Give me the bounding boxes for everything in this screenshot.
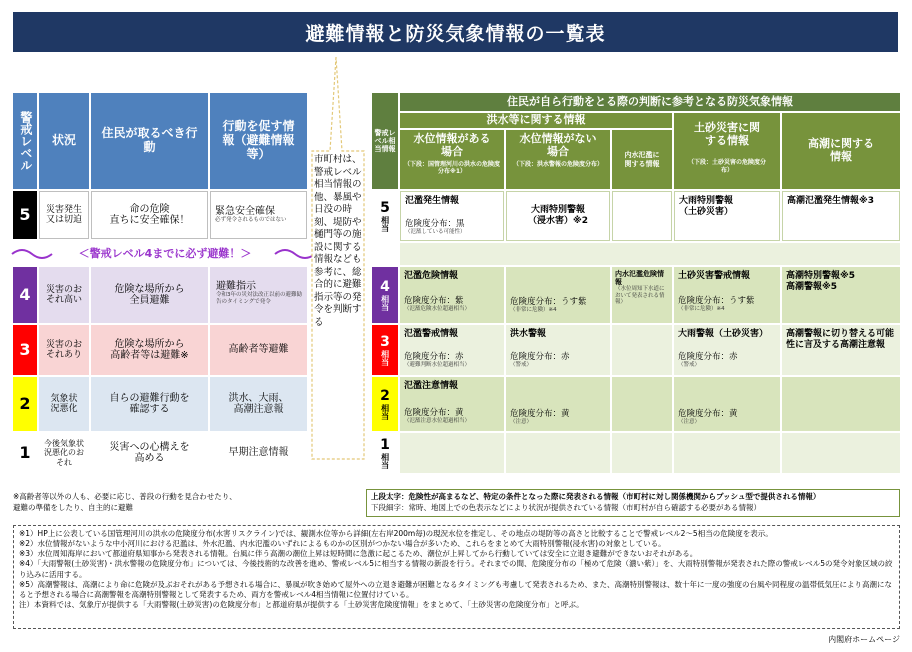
status-1: 今後気象状況悪化のおそれ [39, 433, 89, 473]
equiv-1-number: 1 [380, 436, 390, 453]
r4-water-no [506, 267, 610, 323]
header-water-yes-cell [400, 130, 504, 189]
status-3: 災害のおそれあり [39, 325, 89, 375]
level-1-badge: 1 [13, 433, 37, 473]
header-info: 行動を促す情報（避難情報等） [210, 93, 307, 189]
r5-tide [782, 191, 900, 241]
r3-water-yes [400, 325, 504, 375]
equiv-3-number: 3 [380, 333, 390, 350]
header-water-no-cell [506, 130, 610, 189]
r2-water-yes [400, 377, 504, 431]
r1-water-yes [400, 433, 504, 473]
page-title: 避難情報と防災気象情報の一覧表 [13, 12, 898, 52]
info-5-sub: 必ず発令されるものではない [215, 217, 287, 223]
note-6: 注）本資料では、気象庁が提供する「大雨警報(土砂災害)の危険度分布」と都道府県が提供する「土砂災害危険度情報」をまとめて、「土砂災害の危険度分布」と呼ぶ。 [19, 599, 584, 609]
header-status: 状況 [39, 93, 89, 189]
equiv-4-number: 4 [380, 278, 390, 295]
level-4-badge: 4 [13, 267, 37, 323]
header-inland: 内水氾濫に関する情報 [612, 130, 672, 189]
header-sediment: 土砂災害に関する情報 [694, 121, 760, 148]
header-equiv-level: 警戒レベル相当情報 [372, 93, 398, 189]
header-water-no-sub: （下段：洪水警報の危険度分布） [512, 161, 603, 169]
r2-water-no-dist: 危険度分布：黄 [510, 409, 570, 419]
r3-water-yes-alert: 氾濫警戒情報 [404, 329, 459, 339]
r2-water-yes-alert: 氾濫注意情報 [404, 381, 459, 391]
note-3: ※3）水位周知海岸において都道府県知事から発表される情報。台風に伴う高潮の潮位上昇は短時間に急激に起こるため、潮位が上昇してから行動していては安全に立退き避難ができないおそれがある。 [19, 549, 698, 559]
equiv-3-badge [372, 325, 398, 375]
r1-water-no [506, 433, 610, 473]
info-3: 高齢者等避難 [210, 325, 307, 375]
equiv-2-suffix: 相当 [380, 404, 390, 421]
level-2-badge: 2 [13, 377, 37, 431]
r1-tide [782, 433, 900, 473]
r4-water-yes-alert: 氾濫危険情報 [404, 271, 459, 281]
r4-water-no-dist: 危険度分布：うす紫 [510, 297, 587, 307]
r3-tide-alert: 高潮警報に切り替える可能性に言及する高潮注意報 [786, 329, 895, 350]
r4-inland-alert: 内水氾濫危険情報 [615, 270, 664, 287]
r2-tide [782, 377, 900, 431]
r2-inland [612, 377, 672, 431]
r4-sediment-sub: （非常に危険）※4 [678, 305, 725, 312]
r3-tide [782, 325, 900, 375]
r3-water-yes-dist: 危険度分布：赤 [404, 351, 464, 362]
header-sediment-sub: （下段：土砂災害の危険度分布） [687, 159, 766, 174]
r4-inland [612, 267, 672, 323]
r4-sediment-dist: 危険度分布：うす紫 [678, 295, 755, 306]
action-1: 災害への心構えを 高める [91, 433, 208, 473]
r3-sediment-dist: 危険度分布：赤 [678, 351, 738, 362]
header-main: 住民が自ら行動をとる際の判断に参考となる防災気象情報 [400, 93, 900, 111]
action-5: 命の危険 直ちに安全確保！ [91, 191, 208, 239]
r4-tide-alert: 高潮特別警報※5 高潮警報※5 [786, 271, 856, 292]
note-2: ※2）水位情報がないような中小河川における氾濫は、外水氾濫、内水氾濫のいずれによるものかの区別がつかない場合が多いため、これらをまとめて大雨特別警報(浸水害)の対象としている。 [19, 539, 666, 549]
legend-thin: 下段細字：常時、地図上での色表示などにより状況が提供されている情報（市町村が自ら確認する必要がある情報） [371, 502, 761, 512]
r5-inland [612, 191, 672, 241]
r2-sediment-sub: （注意） [678, 419, 701, 425]
legend-box [366, 489, 900, 517]
header-tide: 高潮に関する情報 [782, 113, 900, 189]
equiv-4-suffix: 相当 [380, 295, 390, 312]
r4-water-yes [400, 267, 504, 323]
header-action: 住民が取るべき行動 [91, 93, 208, 189]
header-sediment-cell [674, 113, 780, 189]
r1-inland [612, 433, 672, 473]
r4-water-no-sub: （非常に危険）※4 [510, 307, 557, 313]
action-2: 自らの避難行動を 確認する [91, 377, 208, 431]
r3-sediment-sub: （警戒） [678, 361, 701, 368]
info-5: 緊急安全確保 [215, 206, 275, 217]
r3-inland [612, 325, 672, 375]
r5-water-yes [400, 191, 504, 241]
header-flood: 洪水等に関する情報 [400, 113, 672, 128]
info-5-cell [210, 191, 307, 239]
r2-water-yes-dist: 危険度分布：黄 [404, 407, 464, 418]
equiv-2-number: 2 [380, 387, 390, 404]
r5-water-no-alert: 大雨特別警報 （浸水害）※2 [527, 205, 588, 226]
r2-sediment-dist: 危険度分布：黄 [678, 409, 738, 419]
info-4: 避難指示 [216, 281, 256, 292]
equiv-3-suffix: 相当 [380, 350, 390, 367]
r4-water-yes-dist: 危険度分布：紫 [404, 295, 464, 306]
r4-sediment [674, 267, 780, 323]
equiv-2-badge [372, 377, 398, 431]
r2-water-no-sub: （注意） [510, 419, 533, 425]
r3-water-yes-sub: （避難判断水位超過相当） [404, 361, 471, 368]
r2-water-yes-sub: （氾濫注意水位超過相当） [404, 417, 471, 424]
r3-water-no [506, 325, 610, 375]
status-4: 災害のおそれ高い [39, 267, 89, 323]
r3-water-no-sub: （警戒） [510, 361, 533, 368]
equiv-5-suffix: 相当 [380, 216, 390, 233]
source-label: 内閣府ホームページ [828, 635, 900, 644]
r4-tide [782, 267, 900, 323]
level-3-badge: 3 [13, 325, 37, 375]
info-4-sub: 令和3年の災対法改正以前の避難勧告のタイミングで発令 [216, 292, 303, 305]
r3-water-no-dist: 危険度分布：赤 [510, 351, 570, 362]
r4-water-yes-sub: （氾濫危険水位超過相当） [404, 305, 471, 312]
r4-sediment-alert: 土砂災害警戒情報 [678, 271, 751, 281]
r4-inland-sub: （水位周知下水道において発表される情報） [615, 286, 665, 306]
r1-sediment [674, 433, 780, 473]
middle-note: 市町村は、警戒レベル相当情報の他、暴風や日没の時刻、堤防や樋門等の施設に関する情報なども参考に、総合的に避難指示等の発令を判断する [314, 154, 362, 328]
r5-water-no [506, 191, 610, 241]
r2-sediment [674, 377, 780, 431]
r3-water-no-alert: 洪水警報 [510, 329, 547, 339]
status-5: 災害発生又は切迫 [39, 191, 89, 239]
info-4-cell [210, 267, 307, 323]
r5-sediment [674, 191, 780, 241]
header-water-no: 水位情報がない場合 [519, 132, 597, 158]
equiv-4-badge [372, 267, 398, 323]
gap-row [400, 243, 900, 265]
banner-evacuate: ＜警戒レベル4までに必ず避難！＞ [78, 246, 252, 260]
r3-sediment-alert: 大雨警報（土砂災害） [678, 329, 769, 339]
equiv-1-suffix: 相当 [380, 453, 390, 470]
notes-box [13, 525, 900, 629]
note-1: ※1）HP上に公表している国管理河川の洪水の危険度分布(水害リスクライン)では、観測水位等から詳細(左右岸200m毎)の現況水位を推定し、その地点の堤防等の高さと比較することで警戒レベル2～5相当の危険度を表示。 [19, 529, 773, 538]
note-4: ※4）「大雨警報(土砂災害)・洪水警報の危険度分布」については、今後技術的な改善を進め、警戒レベル5に相当する情報の新設を行う。それまでの間、危険度分布の「極めて危険（濃い紫）」を、大雨特別警報が発表された際の警戒レベル5の発令対象区域の絞り込みに活用する。 [19, 559, 893, 579]
r5-sediment-alert: 大雨特別警報 （土砂災害） [679, 196, 734, 217]
left-footnote: ※高齢者等以外の人も、必要に応じ、普段の行動を見合わせたり、 避難の準備をしたり、自主的に避難 [13, 492, 237, 512]
r5-tide-alert: 高潮氾濫発生情報※3 [787, 196, 875, 206]
r5-water-yes-dist: 危険度分布：黒 [405, 218, 465, 229]
header-level: 警戒レベル [13, 93, 37, 189]
r5-water-yes-sub: （氾濫している可能性） [405, 228, 466, 235]
r3-sediment [674, 325, 780, 375]
equiv-1-badge [372, 433, 398, 473]
r2-water-no [506, 377, 610, 431]
info-2: 洪水、大雨、 高潮注意報 [210, 377, 307, 431]
action-3: 危険な場所から 高齢者等は避難※ [91, 325, 208, 375]
header-water-yes-sub: （下段：国管理河川の洪水の危険度分布※1） [404, 161, 501, 176]
note-5: ※5）高潮警報は、高潮により命に危険が及ぶおそれがある予想される場合に、暴風が吹き始めて屋外への立退き避難が困難となるタイミングも考慮して発表されるため、また、高潮特別警報は、数十年に一度の強度の台風や同程度の温帯低気圧により高潮になると予想される場合に高潮警報を高潮特別警報として発表するため、両方を警戒レベル4相当情報に位置付けている。 [19, 579, 892, 599]
legend-bold: 上段太字：危険性が高まるなど、特定の条件となった際に発表される情報（市町村に対し関係機関からプッシュ型で提供される情報） [371, 492, 821, 501]
header-water-yes: 水位情報がある場合 [413, 132, 491, 158]
action-4: 危険な場所から 全員避難 [91, 267, 208, 323]
equiv-5-badge [372, 191, 398, 241]
r5-water-yes-alert: 氾濫発生情報 [405, 196, 460, 206]
info-1: 早期注意情報 [210, 433, 307, 473]
status-2: 気象状況悪化 [39, 377, 89, 431]
equiv-5-number: 5 [380, 199, 390, 216]
level-5-badge: 5 [13, 191, 37, 239]
